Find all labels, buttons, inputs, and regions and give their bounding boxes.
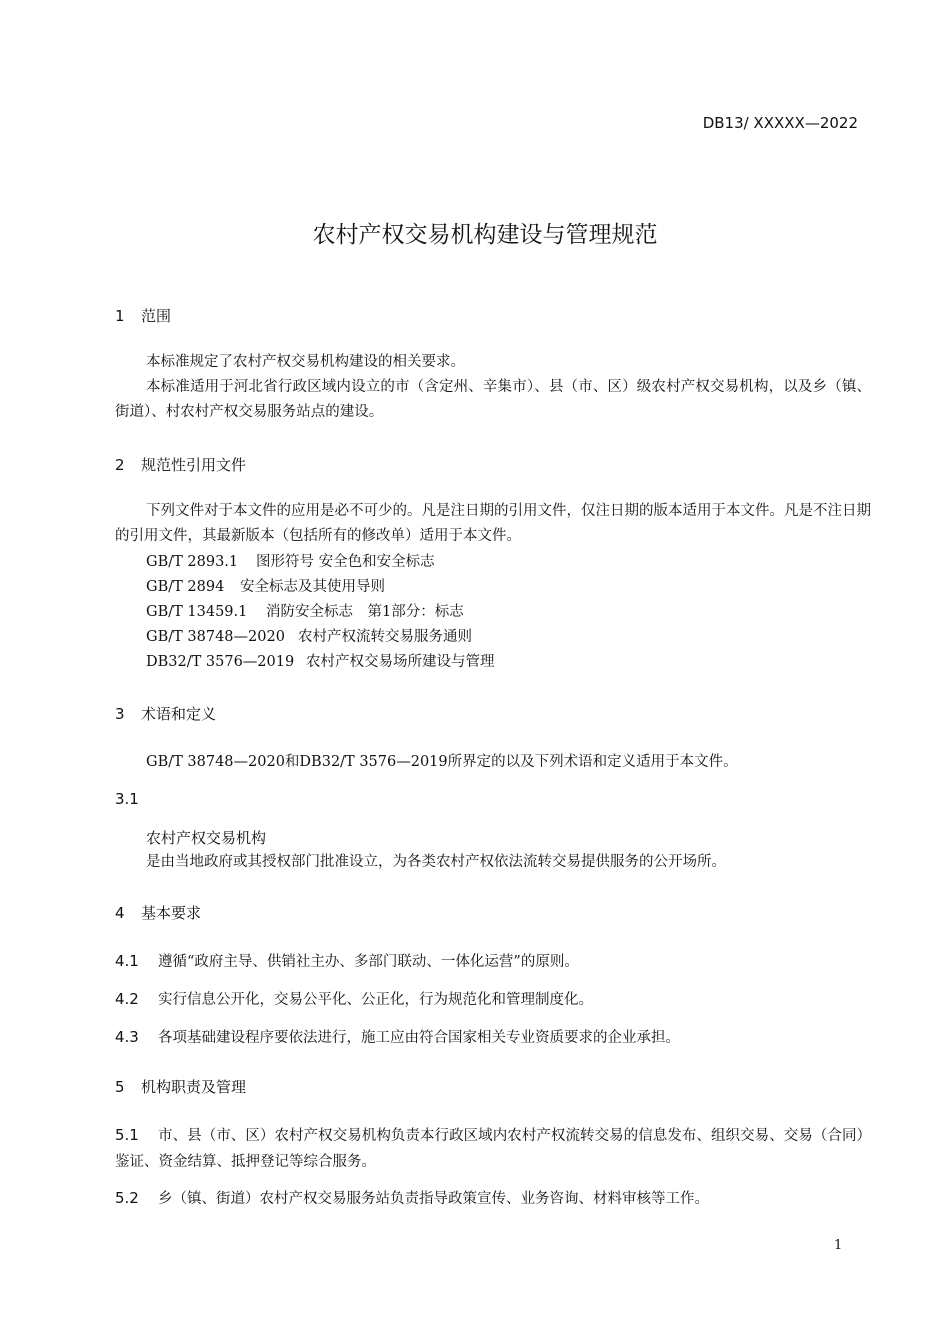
section-4-heading: [115, 902, 201, 923]
reference-title: 消防安全标志 第1部分：标志: [266, 604, 464, 620]
page-number: 1: [834, 1238, 843, 1253]
section-number: 5: [115, 1078, 125, 1096]
reference-title: 图形符号 安全色和安全标志: [256, 554, 435, 570]
clause-number: 5.1: [115, 1126, 139, 1144]
clause: [115, 950, 579, 971]
clause-text: 实行信息公开化，交易公平化、公正化，行为规范化和管理制度化。: [158, 992, 593, 1008]
terms-intro: GB/T 38748—2020和DB32/T 3576—2019所界定的以及下列术语和定义适用于本文件。: [146, 754, 738, 770]
clause-number: 5.2: [115, 1189, 139, 1207]
reference-code: GB/T 38748—2020: [146, 629, 285, 645]
reference-item: [146, 600, 464, 621]
clause-text: 遵循“政府主导、供销社主办、多部门联动、一体化运营”的原则。: [158, 954, 579, 970]
reference-code: GB/T 2894: [146, 579, 225, 595]
document-title: 农村产权交易机构建设与管理规范: [312, 222, 658, 248]
section-2-heading: [115, 454, 246, 475]
clause-number: 4.2: [115, 990, 139, 1008]
section-title: 基本要求: [141, 904, 202, 922]
clause: [115, 1026, 680, 1047]
section-number: 4: [115, 904, 125, 922]
clause: [115, 988, 593, 1009]
clause-text: 各项基础建设程序要依法进行，施工应由符合国家相关专业资质要求的企业承担。: [158, 1030, 680, 1046]
document-code: DB13/ XXXXX—2022: [702, 114, 858, 132]
term-number: 3.1: [115, 790, 139, 808]
reference-item: [146, 625, 472, 646]
section-number: 1: [115, 307, 125, 325]
section-3-heading: [115, 703, 216, 724]
scope-paragraph-2: 本标准适用于河北省行政区域内设立的市（含定州、辛集市）、县（市、区）级农村产权交易机构，以及乡（镇、街道）、村农村产权交易服务站点的建设。: [115, 379, 871, 420]
term-name: 农村产权交易机构: [146, 829, 267, 847]
reference-title: 农村产权流转交易服务通则: [298, 629, 472, 645]
section-1-heading: [115, 305, 171, 326]
section-title: 范围: [141, 307, 172, 325]
reference-code: GB/T 13459.1: [146, 604, 248, 620]
term-definition: 是由当地政府或其授权部门批准设立，为各类农村产权依法流转交易提供服务的公开场所。: [146, 854, 726, 870]
reference-title: 安全标志及其使用导则: [240, 579, 385, 595]
reference-item: [146, 650, 495, 671]
clause-number: 4.3: [115, 1028, 139, 1046]
reference-item: [146, 550, 435, 571]
section-title: 机构职责及管理: [141, 1078, 247, 1096]
section-title: 规范性引用文件: [141, 456, 247, 474]
clause-number: 4.1: [115, 952, 139, 970]
scope-paragraph-1: 本标准规定了农村产权交易机构建设的相关要求。: [146, 354, 465, 370]
section-number: 2: [115, 456, 125, 474]
clause-text: 乡（镇、街道）农村产权交易服务站负责指导政策宣传、业务咨询、材料审核等工作。: [158, 1191, 709, 1207]
section-title: 术语和定义: [141, 705, 217, 723]
section-5-heading: [115, 1076, 246, 1097]
clause-text: 市、县（市、区）农村产权交易机构负责本行政区域内农村产权流转交易的信息发布、组织交易、交易（合同）鉴证、资金结算、抵押登记等综合服务。: [115, 1128, 871, 1170]
reference-item: [146, 575, 385, 596]
clause: [115, 1122, 871, 1175]
reference-code: GB/T 2893.1: [146, 554, 239, 570]
reference-code: DB32/T 3576—2019: [146, 654, 295, 670]
clause: [115, 1187, 709, 1208]
references-intro: 下列文件对于本文件的应用是必不可少的。凡是注日期的引用文件，仅注日期的版本适用于本文件。凡是不注日期的引用文件，其最新版本（包括所有的修改单）适用于本文件。: [115, 503, 871, 544]
reference-title: 农村产权交易场所建设与管理: [306, 654, 495, 670]
section-number: 3: [115, 705, 125, 723]
